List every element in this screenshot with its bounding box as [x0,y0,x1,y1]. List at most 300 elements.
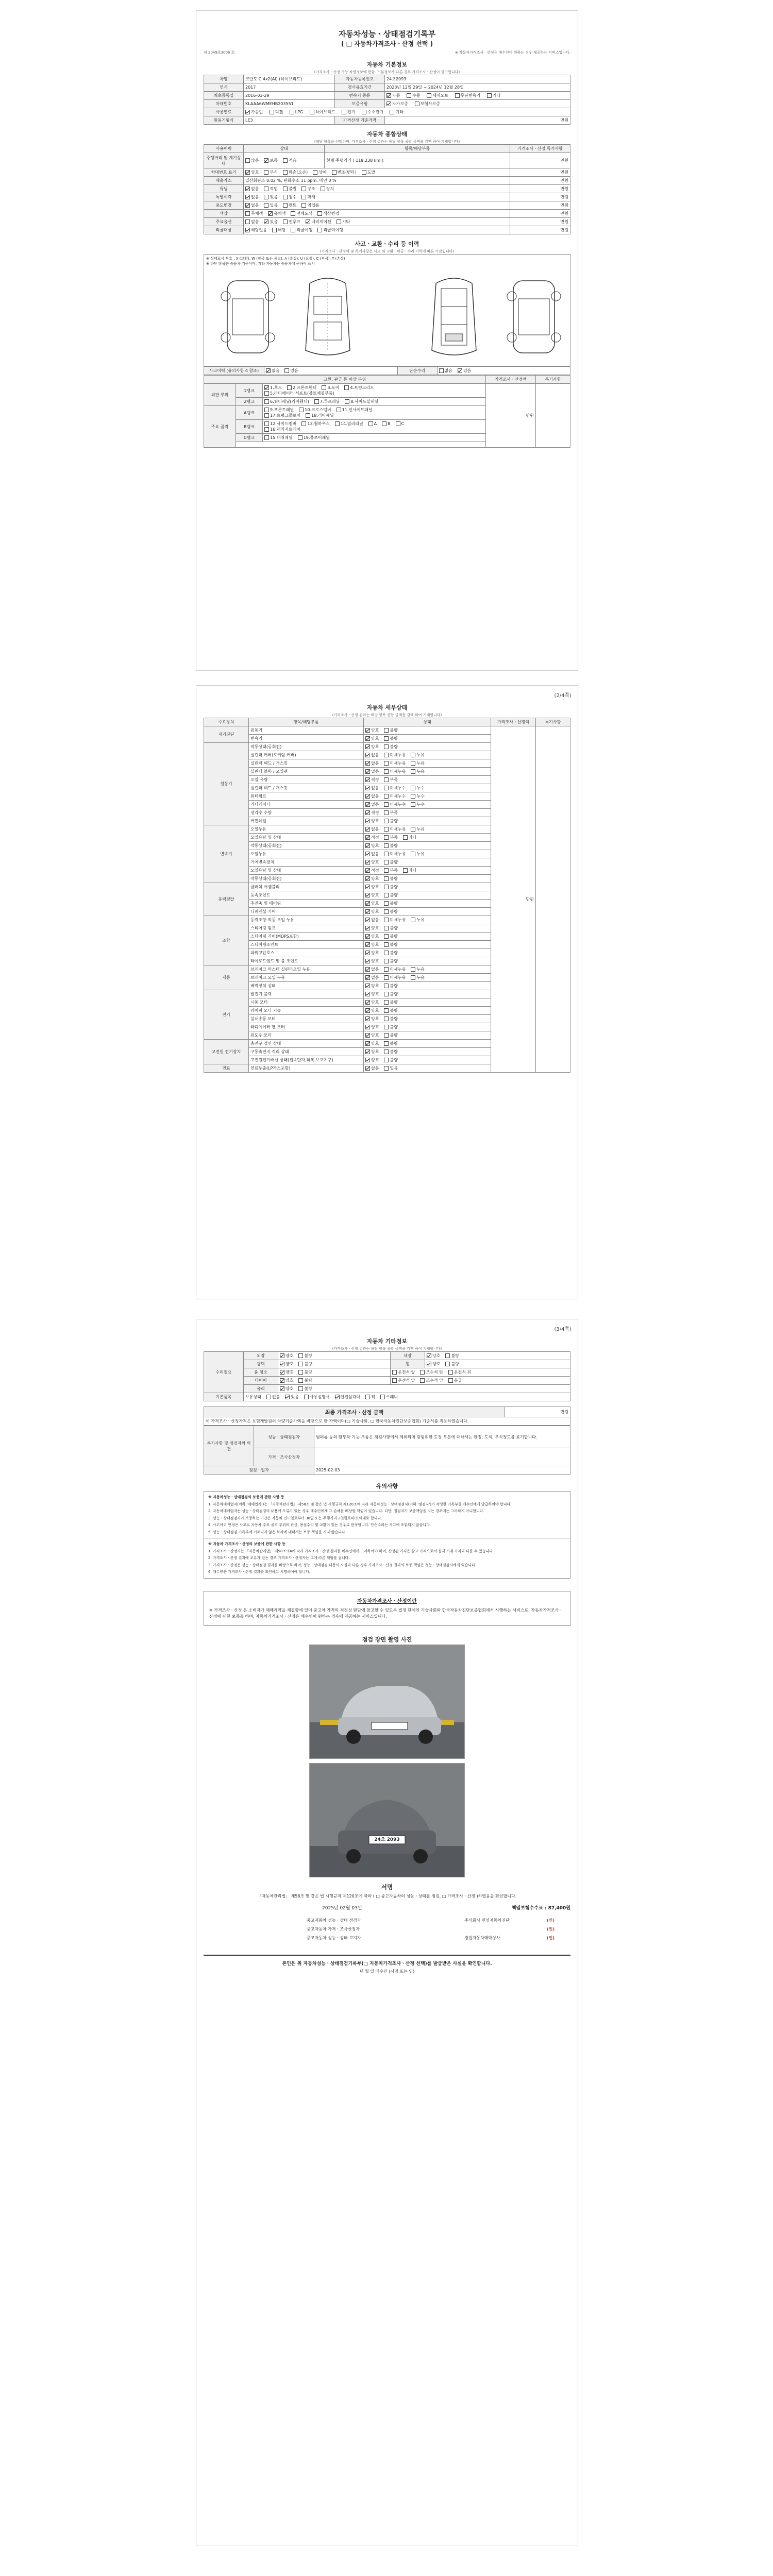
detail-checkbox[interactable] [365,1041,370,1046]
signer-cell: (인) [547,1936,555,1941]
detail-checkbox[interactable] [384,1016,389,1021]
detail-item-label: 오일누유 [249,825,364,834]
detail-checkbox[interactable] [365,959,370,963]
detail-item-label: 변속기 [249,735,364,743]
detail-checkbox[interactable] [384,794,389,799]
detail-checkbox[interactable] [384,786,389,790]
detail-item-label: 작동상태(공회전) [249,743,364,751]
car-diagram [204,268,570,366]
detail-checkbox[interactable] [384,926,389,930]
detail-checkbox[interactable] [384,942,389,947]
page-2 [196,685,578,1299]
detail-checkbox[interactable] [365,736,370,741]
detail-checkbox[interactable] [365,1000,370,1005]
detail-checkbox[interactable] [365,868,370,873]
detail-checkbox[interactable] [365,885,370,889]
page-1 [196,10,578,671]
final-price-value: 만원 [505,1407,570,1417]
col-history: 사용이력 [204,145,244,153]
simple-repair-yes-checkbox[interactable] [458,368,462,373]
usage-label: 용도변경 [204,201,244,210]
date-value: 2025-02-03 [314,1466,570,1475]
signer-cell: 경원자동차매매상사 [464,1936,500,1941]
detail-checkbox[interactable] [365,984,370,988]
doc-note: ※ 자동차가격조사ㆍ산정은 매수인이 원하는 경우 제공하는 서비스입니다. [455,50,570,55]
detail-checkbox[interactable] [384,1041,389,1046]
notice-item: 5. 성능ㆍ상태점검 기록부에 기재되지 않은 하자에 대해서는 보증 책임을 지지 않습니다. [208,1530,346,1534]
base-price-value: 만원 [385,116,570,125]
car-name-label: 차명 [204,75,244,83]
detail-state: 양호 불량 [364,900,491,908]
accident-table: 사고이력 (유의사항 4 참조) 없음 있음 단순수리 없음 있음 [204,366,570,375]
mileage-normal-checkbox[interactable] [264,158,268,163]
detail-item-label: 추진축 및 베어링 [249,900,364,908]
detail-checkbox[interactable] [365,794,370,799]
trans-cvt-checkbox[interactable] [455,93,460,98]
detail-checkbox[interactable] [365,942,370,947]
engine-value: LE3 [244,116,335,125]
detail-checkbox[interactable] [384,918,389,922]
trans-auto-checkbox[interactable] [386,93,391,98]
detail-checkbox[interactable] [365,1008,370,1013]
detail-state: 없음 미세누수 누수 [364,784,491,792]
detail-checkbox[interactable] [365,753,370,757]
notice-box-2: ※ 자동차 가격조사ㆍ산정의 보증에 관한 사항 등 1. 가격조사ㆍ산정자는 「자동차관리법」 제58조의4에 따라 가격조사ㆍ산정 결과를 매수인에게 고지하여야 하며, 산정된 가격은 참고 가격으로서 실제 거래 가격과 다를 수 있습니다. 2. 가격조사ㆍ산정 결과에 오류가 있는 경우 가격조사ㆍ산정자는 그에 따른 책임을 집니다. 3. 가격조사ㆍ산정은 성능ㆍ상태점검 결과를 바탕으로 하며, 성능ㆍ상태점검 내용이 사실과 다른 경우 가격조사ㆍ산정 결과의 보증 책임은 성능ㆍ상태점검자에게 있습니다. 4. 매수인은 가격조사ㆍ산정 결과를 확인하고 서명하여야 합니다. [204,1538,570,1579]
detail-checkbox[interactable] [384,975,389,980]
detail-checkbox[interactable] [403,868,408,873]
detail-group-label: 조향 [204,916,249,965]
sign-date: 2025년 02월 03일 [322,1906,362,1911]
photo-heading: 점검 장면 촬영 사진 [362,1636,412,1643]
detail-state: 없음 미세누수 누수 [364,801,491,809]
final-price-table [204,1406,570,1426]
detail-item-label: 동력조향 작동 오일 누유 [249,916,364,924]
inspection-photo-front [309,1645,465,1759]
detail-checkbox[interactable] [384,984,389,988]
footer: 본인은 위 자동차성능ㆍ상태점검기록부(□ 자동차가격조사ㆍ산정 선택)를 발급받은 사실을 확인합니다. [204,1955,570,1967]
fee: 책임보험수수료 : 87,400원 [511,1906,570,1911]
recall-label: 리콜대상 [204,226,244,234]
detail-state: 없음 미세누수 누수 [364,792,491,801]
signer-cell: 주식회사 민영자동차진단 [464,1918,510,1923]
detail-item-label: 냉각수 수량 [249,809,364,817]
detail-checkbox[interactable] [365,827,370,832]
emission-value: 일산화탄소 0.02 %, 탄화수소 11 ppm, 매연 0 % [244,177,510,185]
detail-item-label: 오일유량 및 상태 [249,834,364,842]
detail-checkbox[interactable] [365,909,370,914]
sign-heading: 서명 [381,1884,393,1891]
signer-cell [461,1925,544,1934]
detail-checkbox[interactable] [365,1033,370,1038]
footer-sign: 년 월 일 매수인 (서명 또는 인) [359,1969,415,1974]
detail-state: 없음 미세누유 누유 [364,974,491,982]
detail-sub: (가격조사ㆍ산정 결과는 해당 항목 종합 금액을 감액 하여 기재합니다) [332,713,442,717]
year-label: 연식 [204,83,244,92]
detail-checkbox[interactable] [384,893,389,897]
firstreg-value: 2016-03-29 [244,92,335,100]
col-item: 항목/해당부품 [325,145,510,153]
detail-state: 없음 미세누유 누유 [364,759,491,768]
detail-item-label: 오일유량 및 상태 [249,867,364,875]
detail-item-label: 파워고압호스 [249,949,364,957]
page-2-number: (2/4쪽) [554,693,572,699]
detail-checkbox[interactable] [365,918,370,922]
detail-item-label: 연료누출(LP가스포함) [249,1064,364,1073]
detail-state: 양호 불량 [364,924,491,933]
detail-checkbox[interactable] [365,876,370,881]
detail-checkbox[interactable] [411,827,415,832]
detail-checkbox[interactable] [411,975,415,980]
notice-item: 3. 가격조사ㆍ산정은 성능ㆍ상태점검 결과를 바탕으로 하며, 성능ㆍ상태점검 내용이 사실과 다른 경우 가격조사ㆍ산정 결과의 보증 책임은 성능ㆍ상태점검자에게 있습니다. [208,1563,477,1567]
detail-item-label: 디퍼렌셜 기어 [249,908,364,916]
detail-item-label: 워터펌프 [249,792,364,801]
detail-item-label: 시동 모터 [249,998,364,1007]
detail-checkbox[interactable] [365,819,370,823]
detail-checkbox[interactable] [384,744,389,749]
detail-item-label: 커먼레일 [249,817,364,825]
detail-state: 양호 불량 [364,941,491,949]
basic-items-label: 기본품목 [204,1393,244,1401]
col-price: 가격조사ㆍ산정 특기사항 [510,145,570,153]
signer-cell: 중고자동차 성능ㆍ상태 점검자 [307,1918,361,1923]
detail-checkbox[interactable] [384,959,389,963]
detail-checkbox[interactable] [384,769,389,774]
detail-state: 양호 불량 [364,982,491,990]
detail-group-label: 연료 [204,1064,249,1073]
emission-price: 만원 [510,177,570,185]
detail-checkbox[interactable] [384,761,389,766]
fuel-etc-checkbox[interactable] [390,110,394,114]
final-price-note: 이 가격조사ㆍ산정가격은 보험개발원의 차량기준가액을 바탕으로 한 가액이며(□ 기술사회, □ 한국자동차진단보증협회) 기준서를 적용하였습니다. [204,1417,570,1426]
detail-state: 양호 불량 [364,1015,491,1023]
basic-info-sub: (가격조사ㆍ산정 가능 차량정보에 한함. 기본정보가 다른 경우 가격조사ㆍ산정이 불가합니다) [314,70,460,74]
detail-checkbox[interactable] [365,1058,370,1062]
detail-checkbox[interactable] [403,835,408,840]
vin-mark-label: 차대번호 표기 [204,168,244,177]
detail-checkbox[interactable] [365,992,370,996]
damage-table: 교환, 판금 등 이상 부위 가격조사ㆍ산정액 특기사항 외판 부위 1랭크 1.후드 2.프론트휀더 3.도어 4.트렁크리드 5.라디에이터 서포트(볼트체결부품) 만원 2랭크 6.쿼터패널(리어휀더) 7.루프패널 8.사이드실패널 주요 골격 A랭크 9.프론트패널 10.크로스멤버 11.인사이드패널 17.트렁크플로어 18.리어패널 B랭크 12.사이드멤버 13.휠하우스 14.필러패널 A B C 16.패키지트레이 C랭크 15.대쉬패널 19.플로어패널 [204,375,570,448]
detail-checkbox[interactable] [365,1025,370,1029]
detail-row [204,726,570,735]
emission-label: 배출가스 [204,177,244,185]
special-label: 특별이력 [204,193,244,201]
other-section [204,1335,570,1974]
other-table: 수리필요 외장 양호 불량 내장 양호 불량 광택 양호 불량 휠 양호 불량 룸 청소 양호 불량 운전석 앞 조수석 앞 운전석 뒤 타이어 양호 불량 운전석 앞 조수석 앞 응급 유리 양호 불량 기본품목 보유상태 없음 있음 사용설명서 안전삼각대 잭 스패너 [204,1351,570,1401]
car-underbody-icon [421,273,488,361]
accident-legend: ※ 상태표시 부호 : X (교환), W (판금 또는 용접), A (흠집), U (요철), C (부식), T (손상) [206,257,345,261]
detail-state: 양호 불량 [364,735,491,743]
detail-checkbox[interactable] [384,802,389,807]
doc-title: 자동차성능ㆍ상태점검기록부 [338,29,436,39]
explain-text: ※ 가격조사ㆍ산정 은 소비자가 매매계약을 체결함에 있어 중고차 가격의 적정성 판단에 참고할 수 있도록 법정 단체인 기술사회와 한국자동차진단보증협회에서 시행하는 서비스로, 자동차가격조사ㆍ산정에 대한 보증을 하며, 자동차가격조사ㆍ산정은 매수인이 원하는 경우에 제공하는 서비스입니다. [209,1607,563,1619]
detail-state: 양호 불량 [364,1048,491,1056]
detail-checkbox[interactable] [384,1025,389,1029]
detail-heading: 자동차 세부상태 [366,704,408,711]
color-chromatic-checkbox[interactable] [268,211,273,216]
detail-checkbox[interactable] [384,967,389,972]
notice-item: 2. 자동차매매업자는 성능ㆍ상태점검의 내용에 오류가 있는 경우 매수인에게 그 손해를 배상할 책임이 있습니다. 다만, 점검자가 보증책임을 지는 경우에는 그러하지 아니합니다. [208,1509,484,1513]
detail-checkbox[interactable] [384,992,389,996]
detail-checkbox[interactable] [365,893,370,897]
detail-checkbox[interactable] [411,802,415,807]
mileage-few-checkbox[interactable] [283,158,288,163]
detail-checkbox[interactable] [365,843,370,848]
detail-price: 만원 [491,726,536,1073]
detail-checkbox[interactable] [365,852,370,856]
accident-label: 사고이력 (유의사항 4 참조) [204,367,264,375]
sign-text: 「자동차관리법」 제58조 및 같은 법 시행규칙 제120조에 따라 ( □ 중고자동차의 성능ㆍ상태를 점검, □ 가격조사ㆍ산정 )하였음을 확인합니다. [257,1894,517,1899]
detail-item-label: 작동상태(공회전) [249,875,364,883]
detail-state: 양호 불량 [364,883,491,891]
detail-item-label: 오일누유 [249,850,364,858]
detail-item-label: 브레이크 마스터 실린더오일 누유 [249,965,364,974]
detail-checkbox[interactable] [365,835,370,840]
warranty-label: 보증유형 [335,100,385,108]
detail-checkbox[interactable] [384,1008,389,1013]
detail-checkbox[interactable] [384,885,389,889]
detail-item-label: 기어변속장치 [249,858,364,867]
usage-price: 만원 [510,201,570,210]
detail-checkbox[interactable] [411,967,415,972]
accident-none-checkbox[interactable] [266,368,271,373]
detail-checkbox[interactable] [384,736,389,741]
detail-checkbox[interactable] [365,860,370,865]
detail-item-label: 고전원전기배선 상태(접속단자,피복,보호기구) [249,1056,364,1064]
detail-state: 양호 불량 [364,1007,491,1015]
fuel-lpg-checkbox[interactable] [290,110,294,114]
opinion-label: 특기사항 및 점검자의 의견 [204,1426,254,1466]
detail-checkbox[interactable] [365,802,370,807]
detail-checkbox[interactable] [365,810,370,815]
notice-item: 1. 자동차매매업자(이하 '매매업자')는 「자동차관리법」 제58조 및 같은 법 시행규칙 제120조에 따라 자동차성능ㆍ상태점검자(이하 '점검자')가 작성한 기록부를 매수인에게 발급하여야 합니다. [208,1502,512,1506]
year-value: 2017 [244,83,335,92]
trans-etc-checkbox[interactable] [487,93,492,98]
inspection-value: 2023년 12월 29일 ~ 2024년 12월 28일 [385,83,570,92]
fuel-hybrid-checkbox[interactable] [310,110,314,114]
detail-checkbox[interactable] [384,1000,389,1005]
warranty-self-checkbox[interactable] [386,101,391,106]
detail-checkbox[interactable] [384,934,389,939]
detail-checkbox[interactable] [365,744,370,749]
signers-table [204,1916,570,1942]
trans-semi-checkbox[interactable] [427,93,431,98]
detail-checkbox[interactable] [384,868,389,873]
tuning-none-checkbox[interactable] [245,187,250,191]
notice-heading: 유의사항 [376,1483,398,1489]
usage-none-checkbox[interactable] [245,203,250,208]
detail-group-label: 자기진단 [204,726,249,743]
damage-price: 만원 [486,384,536,448]
option-label: 주요옵션 [204,218,244,226]
fuel-h2-checkbox[interactable] [362,110,366,114]
damage-col-note: 특기사항 [536,376,570,384]
doc-subtitle: ( □ 자동차가격조사ㆍ산정 선택 ) [341,40,433,47]
detail-item-label: 라디에이터 팬 모터 [249,1023,364,1031]
accident-sub: (가격조사ㆍ산정액 및 특기사항은 사고 외 교환ㆍ판금ㆍ수리 이력에 따른 가감입니다) [320,249,454,253]
vin-price: 만원 [510,168,570,177]
detail-checkbox[interactable] [365,769,370,774]
signer-row [204,1916,570,1925]
page-3 [196,1319,578,2546]
page-3-number: (3/4쪽) [554,1327,572,1332]
detail-state: 적정 부족 과다 [364,867,491,875]
detail-state: 양호 불량 [364,1040,491,1048]
detail-state: 양호 불량 [364,990,491,998]
detail-group-label: 원동기 [204,743,249,825]
explain-box [204,1591,570,1626]
detail-checkbox[interactable] [365,1016,370,1021]
mileage-price: 만원 [510,153,570,168]
detail-checkbox[interactable] [384,819,389,823]
car-name-value: 코란도 C 4x2(Ai) (하이브리드) [244,75,335,83]
recall-none-checkbox[interactable] [245,228,250,232]
detail-checkbox[interactable] [365,934,370,939]
detail-state: 양호 불량 [364,743,491,751]
special-none-checkbox[interactable] [245,195,250,199]
detail-checkbox[interactable] [411,786,415,790]
overall-heading: 자동차 종합상태 [366,131,408,138]
detail-state: 없음 미세누유 누유 [364,965,491,974]
detail-state: 양호 불량 [364,1023,491,1031]
detail-group-label: 변속기 [204,825,249,883]
detail-checkbox[interactable] [411,794,415,799]
detail-checkbox[interactable] [384,1066,389,1071]
notice-box-1: ※ 자동차성능ㆍ상태점검의 보증에 관한 사항 등 1. 자동차매매업자(이하 '매매업자')는 「자동차관리법」 제58조 및 같은 법 시행규칙 제120조에 따라 자동차성능ㆍ상태점검자(이하 '점검자')가 작성한 기록부를 매수인에게 발급하여야 합니다. 2. 자동차매매업자는 성능ㆍ상태점검의 내용에 오류가 있는 경우 매수인에게 그 손해를 배상할 책임이 있습니다. 다만, 점검자가 보증책임을 지는 경우에는 그러하지 아니합니다. 3. 성능ㆍ상태점검자가 보증하는 기간은 자동차 인도일로부터 30일 또는 주행거리 2천킬로미터 이내로 합니다. 4. 사고이력 인정은 사고로 자동차 주요 골격 부위의 판금, 용접수리 및 교환이 있는 경우로 한정합니다. 단순수리는 사고에 포함되지 않습니다. 5. 성능ㆍ상태점검 기록부에 기재되지 않은 하자에 대해서는 보증 책임을 지지 않습니다. [204,1491,570,1538]
base-price-label: 가격산정 기준가격 [335,116,385,125]
detail-checkbox[interactable] [384,1058,389,1062]
detail-checkbox[interactable] [384,901,389,906]
fuel-ev-checkbox[interactable] [342,110,346,114]
other-heading: 자동차 기타정보 [366,1338,408,1345]
detail-state: 적정 부족 [364,809,491,817]
detail-item-label: 실내송풍 모터 [249,1015,364,1023]
damage-col-area: 교환, 판금 등 이상 부위 [204,376,486,384]
car-side-right-icon [500,278,567,355]
detail-section [204,701,570,1073]
simple-repair-label: 단순수리 [397,367,437,375]
signer-cell: 중고자동차 가격ㆍ조사산정자 [307,1927,360,1932]
detail-checkbox[interactable] [384,1049,389,1054]
trans-options: 자동 수동 세미오토 무단변속기 기타 [385,92,570,100]
detail-item-label: 클러치 어셈블리 [249,883,364,891]
special-price: 만원 [510,193,570,201]
detail-checkbox[interactable] [384,852,389,856]
detail-checkbox[interactable] [384,951,389,955]
repair-label: 수리필요 [204,1352,244,1393]
detail-state: 양호 불량 [364,957,491,965]
detail-checkbox[interactable] [384,1033,389,1038]
detail-checkbox[interactable] [384,827,389,832]
detail-checkbox[interactable] [384,909,389,914]
detail-checkbox[interactable] [365,926,370,930]
explain-title: 자동차가격조사ㆍ산정이란 [357,1598,417,1604]
detail-state: 없음 미세누유 누유 [364,916,491,924]
signer-cell: 중고자동차 성능ㆍ상태 고지자 [307,1936,361,1941]
fuel-gasoline-checkbox[interactable] [245,110,250,114]
detail-checkbox[interactable] [411,769,415,774]
overall-sub: (해당 항목을 선택하며, 가격조사ㆍ산정 결과는 해당 항목 종합 금액을 감액 하여 기재합니다) [314,140,460,144]
detail-checkbox[interactable] [411,753,415,757]
detail-state: 양호 불량 [364,842,491,850]
detail-checkbox[interactable] [365,1066,370,1071]
detail-checkbox[interactable] [365,975,370,980]
outer-label: 외판 부위 [204,384,236,406]
final-price-heading: 최종 가격조사ㆍ산정 금액 [204,1407,505,1417]
vin-label: 차대번호 [204,100,244,108]
basic-info-section [204,58,570,125]
notice2-list [208,1549,566,1575]
detail-checkbox[interactable] [384,753,389,757]
detail-checkbox[interactable] [365,728,370,733]
basic-info-heading: 자동차 기본정보 [366,61,408,68]
detail-state: 양호 불량 [364,1056,491,1064]
car-top-icon [294,273,361,361]
trans-label: 변속기 종류 [335,92,385,100]
color-price: 만원 [510,210,570,218]
detail-item-label: 오일 유량 [249,776,364,784]
detail-checkbox[interactable] [365,967,370,972]
detail-item-label: 작동상태(공회전) [249,842,364,850]
inspection-label: 검사유효기간 [335,83,385,92]
signer-cell: (인) [547,1918,555,1923]
detail-group-label: 고전원 전기장치 [204,1040,249,1064]
detail-checkbox[interactable] [384,876,389,881]
doc-number: 제 2049호3006 호 [204,50,235,55]
detail-checkbox[interactable] [365,901,370,906]
warranty-options: 자가보증 보험사보증 [385,100,570,108]
plate-value: 24오2093 [385,75,570,83]
basic-info-table [204,75,570,125]
detail-checkbox[interactable] [384,777,389,782]
col-state: 상태 [244,145,325,153]
detail-item-label: 실린더 커버(로커암 커버) [249,751,364,759]
detail-checkbox[interactable] [411,918,415,922]
detail-checkbox[interactable] [365,786,370,790]
opinion-inspector: 범퍼류 등의 탈부착 기능 부품은 점검사항에서 제외되며 광범위한 도장 부분에 대해서는 판정, 도색, 부식정도를 표기합니다. [314,1426,570,1448]
hood-checkbox[interactable] [264,385,269,390]
detail-checkbox[interactable] [365,761,370,766]
trans-manual-checkbox[interactable] [407,93,411,98]
detail-checkbox[interactable] [411,852,415,856]
detail-checkbox[interactable] [365,777,370,782]
detail-checkbox[interactable] [384,843,389,848]
detail-checkbox[interactable] [384,810,389,815]
firstreg-label: 최초등록일 [204,92,244,100]
option-yes-checkbox[interactable] [264,219,268,224]
fuel-label: 사용연료 [204,108,244,116]
detail-state: 없음 미세누유 누유 [364,825,491,834]
mileage-many-checkbox[interactable] [245,158,250,163]
detail-checkbox[interactable] [384,835,389,840]
detail-checkbox[interactable] [365,1049,370,1054]
signer-cell: (인) [547,1927,555,1932]
detail-item-label: 타이로드엔드 및 볼 조인트 [249,957,364,965]
accident-section [204,238,570,448]
fuel-diesel-checkbox[interactable] [270,110,274,114]
vin-good-checkbox[interactable] [245,170,250,175]
opinion-table: 특기사항 및 점검자의 의견 성능ㆍ상태점검자 범퍼류 등의 탈부착 기능 부품은 점검사항에서 제외되며 광범위한 도장 부분에 대해서는 판정, 도색, 부식정도를 표기합니다. 가격ㆍ조사산정자 점검ㆍ일자 2025-02-03 [204,1426,570,1475]
warranty-insurer-checkbox[interactable] [415,101,419,106]
detail-item-label: 원동기 [249,726,364,735]
detail-state: 양호 불량 [364,1031,491,1040]
detail-checkbox[interactable] [365,951,370,955]
detail-checkbox[interactable] [411,761,415,766]
detail-checkbox[interactable] [384,728,389,733]
detail-state: 없음 미세누유 누유 [364,751,491,759]
detail-item-label: 윈도우 모터 [249,1031,364,1040]
detail-item-label: 라디에이터 [249,801,364,809]
detail-checkbox[interactable] [384,860,389,865]
